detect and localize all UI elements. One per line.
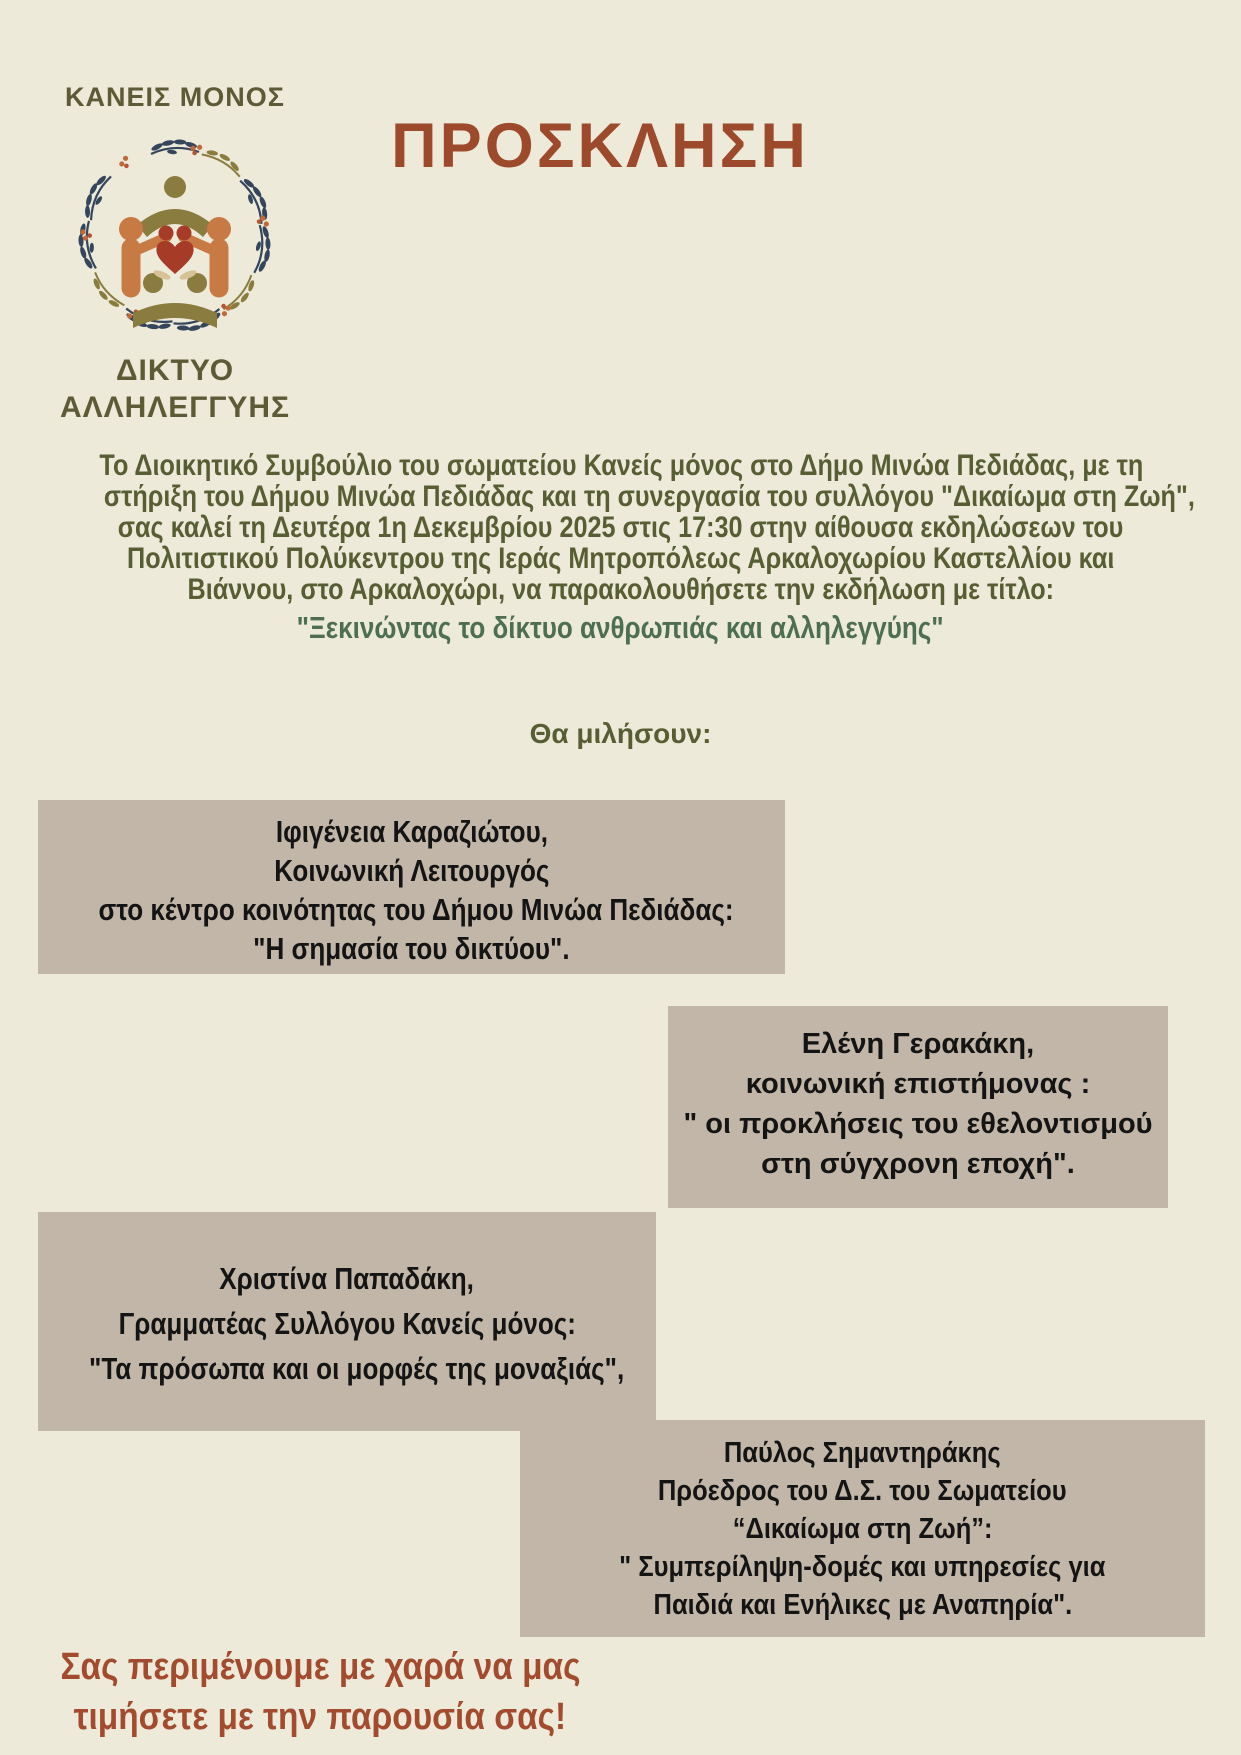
speaker-card xyxy=(520,1420,1205,1637)
intro-line: στήριξη του Δήμου Μινώα Πεδιάδας και τη συνεργασία του συλλόγου "Δικαίωμα στη Ζωή", xyxy=(103,480,1195,513)
speaker-line: " οι προκλήσεις του εθελοντισμού xyxy=(683,1108,1153,1140)
speaker-line: Γραμματέας Συλλόγου Κανείς μόνος: xyxy=(118,1306,576,1341)
speaker-line: "Η σημασία του δικτύου". xyxy=(253,931,570,966)
closing-message xyxy=(20,1642,620,1742)
org-subtitle-line2: ΑΛΛΗΛΕΓΓΥΗΣ xyxy=(59,391,291,424)
speaker-line: Παιδιά και Ενήλικες με Αναπηρία". xyxy=(653,1589,1072,1621)
intro-line: Το Διοικητικό Συμβούλιο του σωματείου Κανείς μόνος στο Δήμο Μινώα Πεδιάδας, με τη xyxy=(99,449,1144,482)
intro-line: Πολιτιστικού Πολύκεντρου της Ιεράς Μητροπόλεως Αρκαλοχωρίου Καστελλίου και xyxy=(126,542,1115,575)
speaker-line: Κοινωνική Λειτουργός xyxy=(273,853,550,888)
speaker-line: κοινωνική επιστήμονας : xyxy=(745,1068,1091,1100)
speakers-heading: Θα μιλήσουν: xyxy=(529,718,712,749)
speaker-line: Παύλος Σημαντηράκης xyxy=(724,1437,1001,1469)
speaker-card xyxy=(38,1212,656,1431)
org-subtitle-line1: ΔΙΚΤΥΟ xyxy=(115,354,235,387)
speaker-line: στη σύγχρονη εποχή". xyxy=(761,1148,1075,1180)
intro-line: Βιάννου, στο Αρκαλοχώρι, να παρακολουθήσετε την εκδήλωση με τίτλο: xyxy=(187,573,1054,606)
speaker-line: “Δικαίωμα στη Ζωή”: xyxy=(732,1513,993,1545)
speaker-card xyxy=(38,800,785,974)
intro-paragraph xyxy=(0,450,1241,644)
speaker-line: Χριστίνα Παπαδάκη, xyxy=(219,1261,475,1296)
intro-line: σας καλεί τη Δευτέρα 1η Δεκεμβρίου 2025 στις 17:30 στην αίθουσα εκδηλώσεων του xyxy=(117,511,1124,544)
page-title: ΠΡΟΣΚΛΗΣΗ xyxy=(391,111,809,181)
speaker-line: Ιφιγένεια Καραζιώτου, xyxy=(275,814,548,849)
speaker-line: Ελένη Γερακάκη, xyxy=(801,1028,1035,1060)
speaker-line: "Τα πρόσωπα και οι μορφές της μοναξιάς", xyxy=(88,1351,625,1386)
org-subtitle xyxy=(30,352,320,426)
speaker-line: " Συμπερίληψη-δομές και υπηρεσίες για xyxy=(619,1551,1106,1583)
closing-line: τιμήσετε με την παρουσία σας! xyxy=(73,1696,567,1738)
speaker-line: στο κέντρο κοινότητας του Δήμου Μινώα Πεδιάδας: xyxy=(98,892,734,927)
speaker-line: Πρόεδρος του Δ.Σ. του Σωματείου xyxy=(658,1475,1067,1507)
speaker-card xyxy=(668,1006,1168,1208)
closing-line: Σας περιμένουμε με χαρά να μας xyxy=(59,1646,581,1688)
event-title: "Ξεκινώντας το δίκτυο ανθρωπιάς και αλληλεγγύης" xyxy=(296,610,945,645)
org-name-label: ΚΑΝΕΙΣ ΜΟΝΟΣ xyxy=(65,82,285,112)
